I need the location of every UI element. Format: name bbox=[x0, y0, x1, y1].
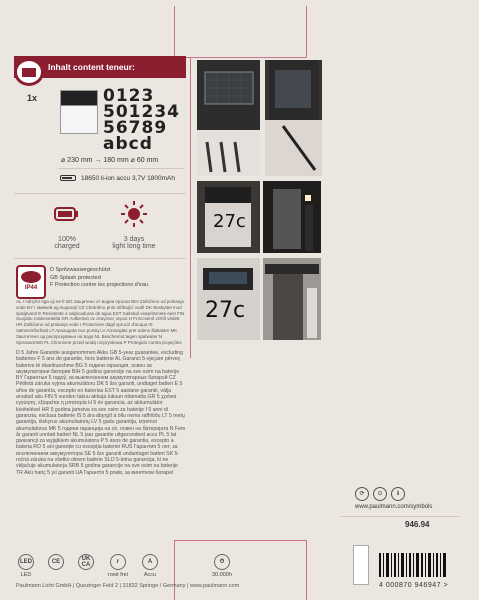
battery-icon bbox=[60, 175, 76, 181]
feature-line-1: 3 days bbox=[123, 236, 145, 243]
warranty-text: D 5 Jahre Garantie ausgenommen Akku GB 5-year guarantee, excluding batteries F 5 ans de garantie, hors batterie AL Garanci 5-vjeçare përveç baterive të rikarikueshme BG 5 години гаранция, освен за акумулаторни батерии BIH 5 godina garancije na sve osim na baterije BY Гарантыя 5 гадоў, за выключэннем акумулятарных батарэй CZ Pětiletá záruka vyjma akumulátoru DK 5 års garanti, undtaget batteri E 5 años de garantía, excepto en baterías EST 5 aastane garantii, välja arvatud aku FIN 5 vuoden takuu akkuja lukuun ottamatta GR 5 χρόνια εγγύηση, εξαιρείται η μπαταρία H 5 év garancia, az akkumulátor kivételével HR 5 godina jamstva za sve osim za baterije I 5 anni di garanzia, esclusa batterie IS 5 ára ábyrgð á öllu nema rafhlöðu LT 5 metų garantija, išskyrus akumuliatorių LV 5 gadu garantija, izņemot akumulatorus MK 5 години гаранција на сè, освен на батеријата N Fem år garanti unntatt batteri NL 5 jaar garantie uitgezonderd accu PL 5 lat gwarancji za wyjątkiem akumulatora P 5 anos de garantia, excepto a bateria RO 5 ani garanție cu excepția bateriei RUS Гарантия 5 лет, за исключением аккумулятора SE 5 års garanti undantaget batteri SK 5-ročná záruka na všetko okrem batérie SLO 5-letna garancija, ki ne vključuje akumulatorja SRB 5 godina garancije na sve osim na baterije TR Akü hariç 5 yıl garanti UA Гарантія 5 років, за винятком батареї bbox=[16, 350, 186, 476]
dimensions bbox=[61, 156, 158, 164]
divider bbox=[14, 258, 186, 259]
cut-line-bottom bbox=[174, 540, 307, 600]
product-code: 946.94 bbox=[405, 520, 430, 529]
cert-accu: A Accu bbox=[142, 554, 158, 578]
cert-hours: ⏱ 30.000h bbox=[212, 554, 232, 578]
photo-wall-day bbox=[197, 258, 260, 340]
symbol-icon: ℹ bbox=[391, 487, 405, 501]
battery-spec: 18650 li-ion accu 3,7V 1800mAh bbox=[60, 175, 175, 182]
product-image bbox=[60, 90, 98, 134]
ip44-badge: IP44 bbox=[16, 265, 46, 299]
digit-set bbox=[103, 88, 180, 152]
feature-charged bbox=[42, 200, 92, 250]
protection-line: GB Splash protected bbox=[50, 274, 101, 281]
feature-line-2: charged bbox=[54, 243, 80, 250]
dimension-separator: → bbox=[94, 157, 102, 164]
footer-address: Paulmann Licht GmbH | Quezinger Feld 2 | 31832 Springe / Germany | www.paulmann.com bbox=[16, 583, 240, 589]
cert-ce bbox=[48, 554, 64, 572]
dimension-height: ⌀ 230 mm bbox=[61, 157, 93, 164]
house-number-night: 27c bbox=[213, 211, 246, 232]
sun-icon bbox=[120, 200, 148, 228]
hours-icon: ⏱ bbox=[214, 554, 230, 570]
digits-row-1: 0123 bbox=[103, 86, 155, 106]
photo-sensor bbox=[265, 60, 322, 176]
multilanguage-protection-text: AL I ndriçfor nga uji në fr BG Защитено от водни пръски BIH Zaštićeno od prskanja vode BY I змяжей ад пырскаў CZ Chráněno proti stříkající vodě DK Beskyttet mod sprøjtvand E Resistente a salpicaduras de agua EST Kaitstud veepritsmete eest FIN Suojattu roiskevedeltä GR Ανθεκτικό σε σταγόνες νερού H Fröccsenő víztől védett HR Zaštićeno od prskanja vode I Protezione dagli spruzzi d'acqua IS Vatnsvörðurfasti LT Apsaugota nuo purslų LV Aizsargāts pret ūdens šļakatām MK Заштитено од распрскување на вода NL Beschermd tegen spatwater N Sprutvanntett PL Chronione przed wodą rozpryskowa P Protegido contra projeções bbox=[16, 299, 185, 345]
protection-text bbox=[50, 267, 148, 290]
package-icon bbox=[14, 58, 44, 86]
protection-line: D Spritzwassergeschützt bbox=[50, 267, 111, 273]
quantity-label: 1x bbox=[27, 93, 38, 103]
digits-row-2: 501234 bbox=[103, 102, 180, 122]
packaging-symbols bbox=[353, 545, 369, 585]
water-drop-icon bbox=[21, 271, 41, 283]
symbols-url: www.paulmann.com/symbols bbox=[355, 504, 433, 510]
accu-icon: A bbox=[142, 554, 158, 570]
feature-line-1: 100% bbox=[58, 236, 76, 243]
protection-line: F Protection contre les projections d'eau bbox=[50, 282, 148, 288]
house-number-day: 27c bbox=[205, 298, 246, 323]
digits-row-4: abcd bbox=[103, 134, 153, 154]
photo-entrance-night bbox=[263, 181, 321, 253]
barcode-number: 4 000870 946947 > bbox=[379, 582, 449, 589]
cert-led: LED LED bbox=[18, 554, 34, 578]
symbol-icon: ⊙ bbox=[373, 487, 387, 501]
photo-entrance-day bbox=[263, 258, 321, 340]
cut-line-top bbox=[174, 6, 307, 58]
photo-solar-panel bbox=[197, 60, 260, 176]
battery-charged-icon bbox=[53, 200, 81, 228]
ce-icon: CE bbox=[48, 554, 64, 570]
rose-icon: r bbox=[110, 554, 126, 570]
photo-divider bbox=[190, 58, 191, 358]
dimension-depth: ⌀ 60 mm bbox=[130, 157, 159, 164]
ukca-icon: UK CA bbox=[78, 554, 94, 570]
feature-light-time bbox=[104, 200, 164, 250]
digits-row-3: 56789 bbox=[103, 118, 168, 138]
feature-line-2: light long time bbox=[112, 243, 156, 250]
divider bbox=[14, 193, 186, 194]
content-banner: Inhalt content teneur: bbox=[14, 56, 186, 78]
cert-ukca bbox=[78, 554, 94, 572]
barcode bbox=[379, 553, 449, 589]
led-icon: LED bbox=[18, 554, 34, 570]
cert-rose-free: r rosé frei bbox=[108, 554, 128, 578]
symbol-icon: ⟳ bbox=[355, 487, 369, 501]
photo-night-wall bbox=[197, 181, 260, 253]
dimension-width: 180 mm bbox=[103, 157, 129, 164]
divider bbox=[58, 168, 184, 169]
symbols-row bbox=[355, 487, 405, 501]
divider bbox=[340, 516, 460, 517]
